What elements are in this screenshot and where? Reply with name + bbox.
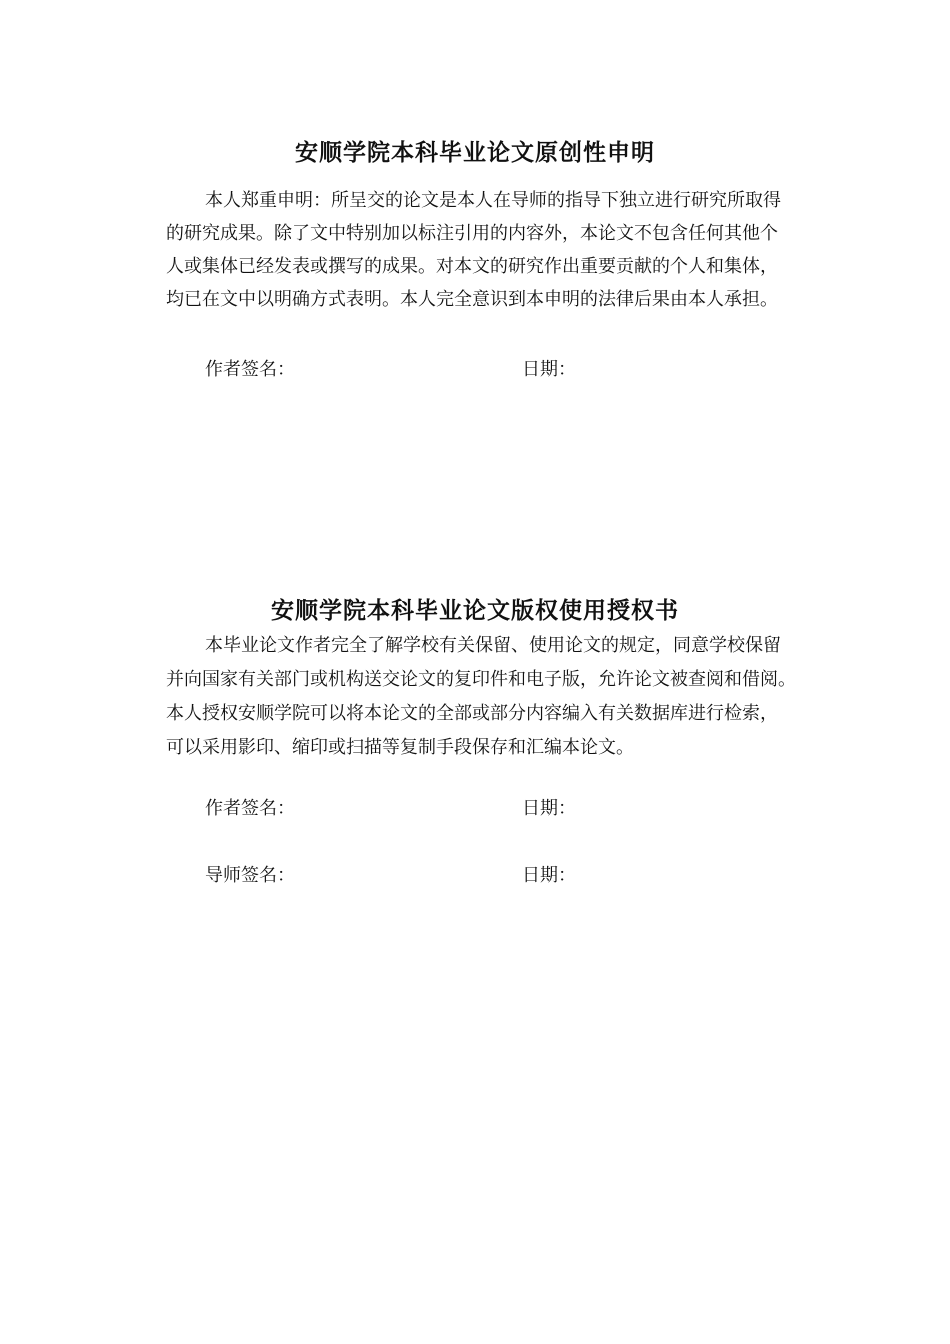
declaration-date-label: 日期：: [522, 359, 576, 380]
declaration-author-signature-label: 作者签名：: [205, 359, 295, 380]
declaration-line-4: 均已在文中以明确方式表明。本人完全意识到本申明的法律后果由本人承担。: [166, 289, 778, 310]
declaration-line-3: 人或集体已经发表或撰写的成果。对本文的研究作出重要贡献的个人和集体，: [166, 256, 778, 277]
authorization-author-signature-label: 作者签名：: [205, 798, 295, 819]
authorization-line-2: 并向国家有关部门或机构送交论文的复印件和电子版，允许论文被查阅和借阅。: [166, 669, 796, 690]
authorization-title: 安顺学院本科毕业论文版权使用授权书: [271, 598, 679, 624]
declaration-line-1: 本人郑重申明：所呈交的论文是本人在导师的指导下独立进行研究所取得: [205, 190, 781, 211]
authorization-line-1: 本毕业论文作者完全了解学校有关保留、使用论文的规定，同意学校保留: [205, 635, 781, 656]
authorization-author-date-label: 日期：: [522, 798, 576, 819]
authorization-advisor-date-label: 日期：: [522, 865, 576, 886]
authorization-advisor-signature-label: 导师签名：: [205, 865, 295, 886]
authorization-line-4: 可以采用影印、缩印或扫描等复制手段保存和汇编本论文。: [166, 737, 634, 758]
authorization-line-3: 本人授权安顺学院可以将本论文的全部或部分内容编入有关数据库进行检索，: [166, 703, 778, 724]
declaration-title: 安顺学院本科毕业论文原创性申明: [295, 140, 655, 166]
declaration-line-2: 的研究成果。除了文中特别加以标注引用的内容外，本论文不包含任何其他个: [166, 223, 778, 244]
